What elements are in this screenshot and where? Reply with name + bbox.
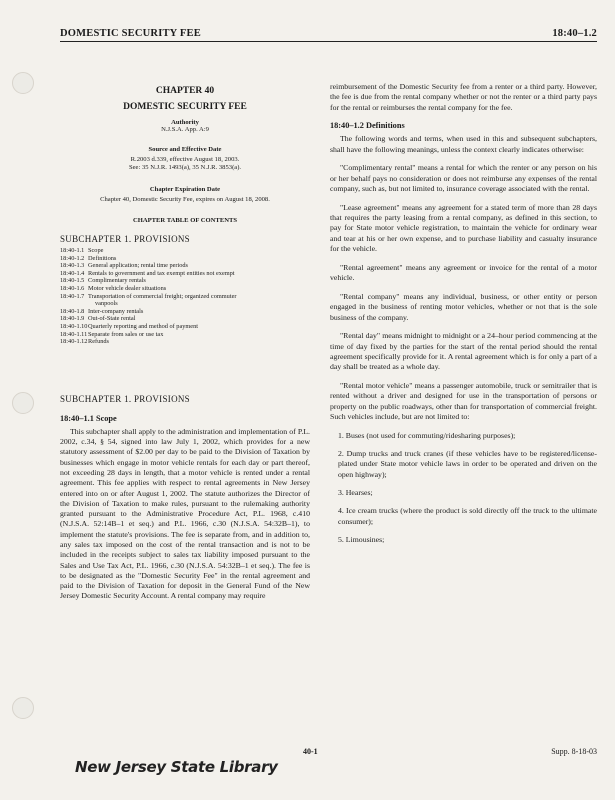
toc-item-title: General application; rental time periods	[88, 262, 189, 270]
chapter-title: DOMESTIC SECURITY FEE	[123, 102, 247, 112]
punch-hole	[12, 392, 34, 414]
header-title: DOMESTIC SECURITY FEE	[60, 28, 201, 39]
toc-item[interactable]	[60, 270, 310, 278]
toc-item-title: Separate from sales or use tax	[88, 330, 164, 338]
punch-hole	[12, 697, 34, 719]
definition-rental-company: "Rental company" means any individual, business, or other entity or person engaged in the business of renting motor vehicles, whether or not that is the sole business of the company.	[330, 291, 597, 322]
vehicle-list-item: 1. Buses (not used for commuting/ridesharing purposes);	[338, 430, 516, 440]
table-of-contents	[60, 247, 310, 346]
subchapter-heading: SUBCHAPTER 1. PROVISIONS	[60, 393, 190, 404]
punch-hole	[12, 72, 34, 94]
scope-text: This subchapter shall apply to the administration and implementation of P.L. 2002, c.34, § 54, signed into law July 1, 2002, which provides for a new statutory assessment of $2.00 per day to be paid to the Division of Taxation by businesses which engage in motor vehicle rentals for each day or part thereof, not exceeding 28 days in length, that a motor vehicle is rented under a rental agreement. This fee applies with respect to rental agreements in New Jersey entered into on or after August 1, 2002. The statute authorizes the Director of the Division of Taxation to make rules, pursuant to the rulemaking authority granted pursuant to the Administrative Procedure Act, P.L. 1968, c.410 (N.J.S.A. 52:14B–1 et seq.) and P.L. 1966, c.30 (N.J.S.A. 54:32B–1), to implement the statute's provisions. The fee is separate from, and in addition to, any sales tax imposed on the cost of the rental transaction and is not to be included in the receipts subject to sales tax liability imposed pursuant to the Sales and Use Tax Act, P.L. 1966, c.30 (N.J.S.A. 54:32B–1 et seq.). The fee is to be designated as the "Domestic Security Fee" in the rental agreement and paid to the Division of Taxation for deposit in the General Fund of the New Jersey Domestic Security Account. A rental company may require	[60, 426, 310, 601]
toc-item-title: Quarterly reporting and method of payment	[88, 322, 198, 330]
toc-item-number: 18:40-1.4	[60, 269, 85, 277]
expiration-label: Chapter Expiration Date	[149, 185, 221, 193]
toc-item-number: 18:40-1.8	[60, 307, 85, 315]
toc-item[interactable]	[60, 308, 310, 316]
toc-item-title: Definitions	[88, 254, 117, 262]
toc-item[interactable]	[60, 255, 310, 263]
definition-rental-motor-vehicle: "Rental motor vehicle" means a passenger automobile, truck or semitrailer that is rented without a driver and designed for use in the transportation of persons or property on the public roadways, other than for transportation of commercial freight. Such vehicles include, but are not limited to:	[330, 381, 597, 421]
supplement-date: Supp. 8-18-03	[551, 747, 597, 756]
toc-item-number: 18:40-1.12	[60, 338, 88, 346]
definitions-heading: 18:40–1.2 Definitions	[330, 121, 405, 131]
toc-item-number: 18:40-1.5	[60, 277, 85, 285]
toc-label: CHAPTER TABLE OF CONTENTS	[132, 217, 238, 224]
toc-item-title: Rentals to government and tax exempt entities not exempt	[88, 269, 235, 277]
right-column	[330, 82, 597, 553]
scope-continuation: reimbursement of the Domestic Security fee from a renter or a third party. However, the fee is due from the rental company whether or not the renter or a third party pays for the rental or reimburses the rental company for the fee.	[330, 82, 597, 112]
toc-item-title: Scope	[88, 247, 104, 254]
toc-item[interactable]	[60, 247, 310, 255]
definition-rental-day: "Rental day" means midnight to midnight or a 24–hour period commencing at the time of day fixed by the parties for the start of the rental period should the rental agreement specifically provide for it. A rental agreement which is for only a part of a day shall be treated as a whole day.	[330, 331, 597, 372]
source-label: Source and Effective Date	[148, 145, 222, 153]
toc-item-title: Complimentary rentals	[88, 277, 146, 285]
vehicle-list-item: 3. Hearses;	[338, 487, 373, 497]
toc-item[interactable]	[60, 323, 310, 331]
toc-item-title: Inter-company rentals	[88, 307, 144, 315]
running-header	[60, 28, 597, 42]
toc-item-number: 18:40-1.11	[60, 330, 88, 338]
definition-rental-agreement: "Rental agreement" means any agreement or invoice for the rental of a motor vehicle.	[330, 262, 597, 283]
toc-item[interactable]	[60, 315, 310, 323]
toc-item[interactable]	[60, 285, 310, 293]
toc-item-continuation: vanpools	[95, 300, 118, 308]
toc-item-number: 18:40-1.1	[60, 247, 85, 254]
authority-text: N.J.S.A. App. A:9	[161, 126, 209, 133]
library-stamp: New Jersey State Library	[75, 758, 278, 776]
toc-item[interactable]	[60, 331, 310, 339]
toc-item-title: Motor vehicle dealer situations	[88, 284, 167, 292]
toc-item[interactable]	[60, 262, 310, 270]
header-section-number: 18:40–1.2	[552, 28, 597, 39]
toc-item[interactable]	[60, 338, 310, 346]
vehicle-list-item: 5. Limousines;	[338, 534, 385, 544]
toc-item-title: Out-of-State rental	[88, 315, 136, 323]
toc-item-title: Refunds	[88, 338, 109, 346]
expiration-text: Chapter 40, Domestic Security Fee, expires on August 18, 2008.	[100, 195, 270, 203]
page-number: 40-1	[303, 747, 318, 756]
toc-subchapter-heading: SUBCHAPTER 1. PROVISIONS	[60, 234, 190, 244]
toc-item-title: Transportation of commercial freight; organized commuter	[88, 292, 237, 300]
definitions-intro: The following words and terms, when used in this and subsequent subchapters, shall have the following meanings, unless the context clearly indicates otherwise:	[330, 134, 597, 154]
toc-item-number: 18:40-1.7	[60, 292, 85, 300]
definition-complimentary-rental: "Complimentary rental" means a rental for which the renter or any person on his or her behalf pays no consideration or does not reimburse any expenses of the rental company, such as, but not limited to, insurance coverage associated with the rental.	[330, 163, 597, 194]
source-line-1: R.2003 d.339, effective August 18, 2003.	[130, 155, 240, 163]
toc-item-number: 18:40-1.6	[60, 284, 85, 292]
chapter-number: CHAPTER 40	[155, 86, 215, 96]
vehicle-list-item: 2. Dump trucks and truck cranes (if these vehicles have to be registered/license-plated under State motor vehicle laws in order to be operated and driven on the open highway);	[338, 449, 597, 479]
left-column	[60, 58, 310, 602]
toc-item[interactable]	[60, 293, 310, 301]
source-line-2: See: 35 N.J.R. 1493(a), 35 N.J.R. 3853(a).	[128, 164, 242, 171]
toc-item-number: 18:40-1.9	[60, 315, 85, 323]
vehicle-list-item: 4. Ice cream trucks (where the product is sold directly off the truck to the ultimate consumer);	[338, 506, 597, 526]
authority-label: Authority	[171, 119, 199, 126]
toc-item[interactable]	[60, 277, 310, 285]
toc-item-number: 18:40-1.3	[60, 262, 85, 270]
scope-heading: 18:40–1.1 Scope	[60, 413, 117, 423]
toc-item-number: 18:40-1.2	[60, 254, 85, 262]
definition-lease-agreement: "Lease agreement" means any agreement for a stated term of more than 28 days that requires the party leasing from a rental company, as defined in this section, to pay for State motor vehicle registration, to maintain the vehicle for ordinary wear and tear at his or her own expense, and to purchase liability and casualty insurance for the vehicle.	[330, 202, 597, 254]
toc-item-number: 18:40-1.10	[60, 322, 88, 330]
